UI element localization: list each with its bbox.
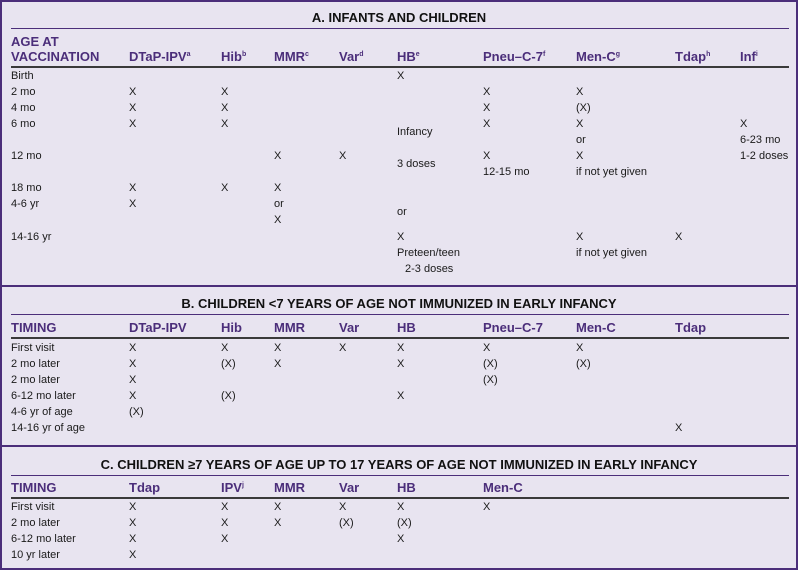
header-inf: Inf$^i$: [740, 49, 758, 64]
cell-4mo-men: (X): [576, 102, 591, 114]
b-cell-men: (X): [576, 358, 591, 370]
b-cell-timing: 4-6 yr of age: [11, 406, 73, 418]
header-men: Men-$C^g$: [576, 49, 620, 64]
b-header-pneu: Pneu–C-7: [483, 320, 543, 335]
b-cell-pneu: (X): [483, 358, 498, 370]
c-header-ipv: IPV$^j$: [221, 480, 244, 495]
c-cell-timing: First visit: [11, 501, 55, 513]
note-hb-preteen: Preteen/teen: [397, 247, 460, 259]
header-hb: $HB^e$: [397, 49, 420, 64]
b-cell-dtap: (X): [129, 406, 144, 418]
cell-18mo-dtap: X: [129, 182, 137, 194]
note-men-not-given-2: if not yet given: [576, 247, 647, 259]
cell-12mo-men: X: [576, 150, 584, 162]
b-cell-hib: X: [221, 342, 229, 354]
b-cell-timing: 2 mo later: [11, 374, 60, 386]
section-b-c-separator: [2, 445, 796, 447]
age-14-16yr: 14-16 yr: [11, 231, 52, 243]
cell-6mo-inf: X: [740, 118, 748, 130]
c-cell-timing: 2 mo later: [11, 517, 60, 529]
b-cell-timing: First visit: [11, 342, 55, 354]
age-4mo: 4 mo: [11, 102, 36, 114]
header-mmr: MMR$^c$: [274, 49, 309, 64]
note-hb-2-3doses: 2-3 doses: [405, 263, 454, 275]
age-2mo: 2 mo: [11, 86, 36, 98]
b-cell-timing: 14-16 yr of age: [11, 422, 85, 434]
age-18mo: 18 mo: [11, 182, 42, 194]
cell-6mo-dtap: X: [129, 118, 137, 130]
b-cell-timing: 2 mo later: [11, 358, 60, 370]
section-a-b-separator: [2, 285, 796, 287]
section-a-header-rule: [11, 66, 789, 68]
cell-4-6yr-dtap: X: [129, 198, 137, 210]
c-cell-men: X: [483, 501, 491, 513]
section-a-title: A. INFANTS AND CHILDREN: [311, 10, 487, 25]
note-hb-3doses: 3 doses: [397, 158, 436, 170]
cell-2mo-men: X: [576, 86, 584, 98]
cell-6mo-pneu: X: [483, 118, 491, 130]
note-mmr-or: or: [274, 198, 284, 210]
section-c-top-rule: [11, 475, 789, 476]
c-header-tdap: Tdap: [129, 480, 161, 495]
section-c-header-rule: [11, 497, 789, 499]
c-cell-tdap: X: [129, 533, 137, 545]
c-header-men: Men-C: [483, 480, 523, 495]
b-header-tdap: Tdap: [675, 320, 707, 335]
b-cell-mmr: X: [274, 342, 282, 354]
cell-14-16yr-hb: X: [397, 231, 405, 243]
c-cell-hb: X: [397, 533, 405, 545]
b-cell-dtap: X: [129, 358, 137, 370]
c-cell-hb: (X): [397, 517, 412, 529]
c-cell-ipv: X: [221, 533, 229, 545]
c-cell-tdap: X: [129, 549, 137, 561]
header-age-line2: VACCINATION: [11, 49, 100, 64]
b-cell-hb: X: [397, 342, 405, 354]
b-cell-var: X: [339, 342, 347, 354]
header-pneu: Pneu–C-7$^f$: [483, 49, 546, 64]
b-cell-dtap: X: [129, 342, 137, 354]
c-header-var: Var: [339, 480, 360, 495]
c-cell-mmr: X: [274, 501, 282, 513]
age-12mo: 12 mo: [11, 150, 42, 162]
section-a-top-rule: [11, 28, 789, 29]
c-cell-tdap: X: [129, 501, 137, 513]
note-pneu-range: 12-15 mo: [483, 166, 530, 178]
cell-12mo-pneu: X: [483, 150, 491, 162]
age-birth: Birth: [11, 70, 34, 82]
cell-2mo-pneu: X: [483, 86, 491, 98]
cell-4mo-pneu: X: [483, 102, 491, 114]
c-cell-var: X: [339, 501, 347, 513]
cell-2mo-hib: X: [221, 86, 229, 98]
b-cell-hib: (X): [221, 390, 236, 402]
age-6mo: 6 mo: [11, 118, 36, 130]
note-hb-or: or: [397, 206, 407, 218]
cell-birth-hb: X: [397, 70, 405, 82]
c-cell-timing: 10 yr later: [11, 549, 60, 561]
cell-14-16yr-tdap: X: [675, 231, 683, 243]
cell-18mo-mmr: X: [274, 182, 282, 194]
c-header-mmr: MMR: [274, 480, 306, 495]
b-header-hb: HB: [397, 320, 416, 335]
header-age-line1: AGE AT: [11, 34, 59, 49]
cell-4mo-hib: X: [221, 102, 229, 114]
c-cell-ipv: X: [221, 501, 229, 513]
header-dtap-ipv: DTaP-IPV$^a$: [129, 49, 191, 64]
header-hib: Hib$^b$: [221, 49, 247, 64]
c-cell-var: (X): [339, 517, 354, 529]
cell-2mo-dtap: X: [129, 86, 137, 98]
age-4-6yr: 4-6 yr: [11, 198, 40, 210]
b-cell-dtap: X: [129, 390, 137, 402]
b-cell-dtap: X: [129, 374, 137, 386]
cell-12mo-var: X: [339, 150, 347, 162]
b-cell-men: X: [576, 342, 584, 354]
header-tdap: Tdap$^h$: [675, 49, 711, 64]
section-b-top-rule: [11, 314, 789, 315]
cell-14-16yr-men: X: [576, 231, 584, 243]
section-c-title: C. CHILDREN ≥7 YEARS OF AGE UP TO 17 YEARS OF AGE NOT IMMUNIZED IN EARLY INFANCY: [100, 457, 698, 472]
section-b-header-rule: [11, 337, 789, 339]
b-header-var: Var: [339, 320, 360, 335]
cell-6mo-hib: X: [221, 118, 229, 130]
c-cell-ipv: X: [221, 517, 229, 529]
cell-18mo-hib: X: [221, 182, 229, 194]
header-var: Var$^d$: [339, 49, 364, 64]
c-header-timing: TIMING: [11, 480, 57, 495]
note-men-or: or: [576, 134, 586, 146]
b-cell-mmr: X: [274, 358, 282, 370]
note-men-not-given: if not yet given: [576, 166, 647, 178]
b-cell-hb: X: [397, 358, 405, 370]
note-inf-range: 6-23 mo: [740, 134, 781, 146]
b-header-hib: Hib: [221, 320, 242, 335]
b-cell-pneu: (X): [483, 374, 498, 386]
cell-12mo-mmr: X: [274, 150, 282, 162]
note-inf-doses: 1-2 doses: [740, 150, 789, 162]
c-cell-timing: 6-12 mo later: [11, 533, 76, 545]
b-cell-pneu: X: [483, 342, 491, 354]
cell-4-6yr-mmr: X: [274, 214, 282, 226]
c-cell-mmr: X: [274, 517, 282, 529]
b-cell-tdap: X: [675, 422, 683, 434]
b-header-dtap-ipv: DTaP-IPV: [129, 320, 187, 335]
c-cell-hb: X: [397, 501, 405, 513]
b-header-timing: TIMING: [11, 320, 57, 335]
note-hb-infancy: Infancy: [397, 126, 433, 138]
b-cell-timing: 6-12 mo later: [11, 390, 76, 402]
cell-4mo-dtap: X: [129, 102, 137, 114]
b-header-mmr: MMR: [274, 320, 306, 335]
c-cell-tdap: X: [129, 517, 137, 529]
b-cell-hb: X: [397, 390, 405, 402]
b-cell-hib: (X): [221, 358, 236, 370]
cell-6mo-men: X: [576, 118, 584, 130]
section-b-title: B. CHILDREN <7 YEARS OF AGE NOT IMMUNIZED IN EARLY INFANCY: [181, 296, 617, 311]
b-header-men: Men-C: [576, 320, 616, 335]
c-header-hb: HB: [397, 480, 416, 495]
